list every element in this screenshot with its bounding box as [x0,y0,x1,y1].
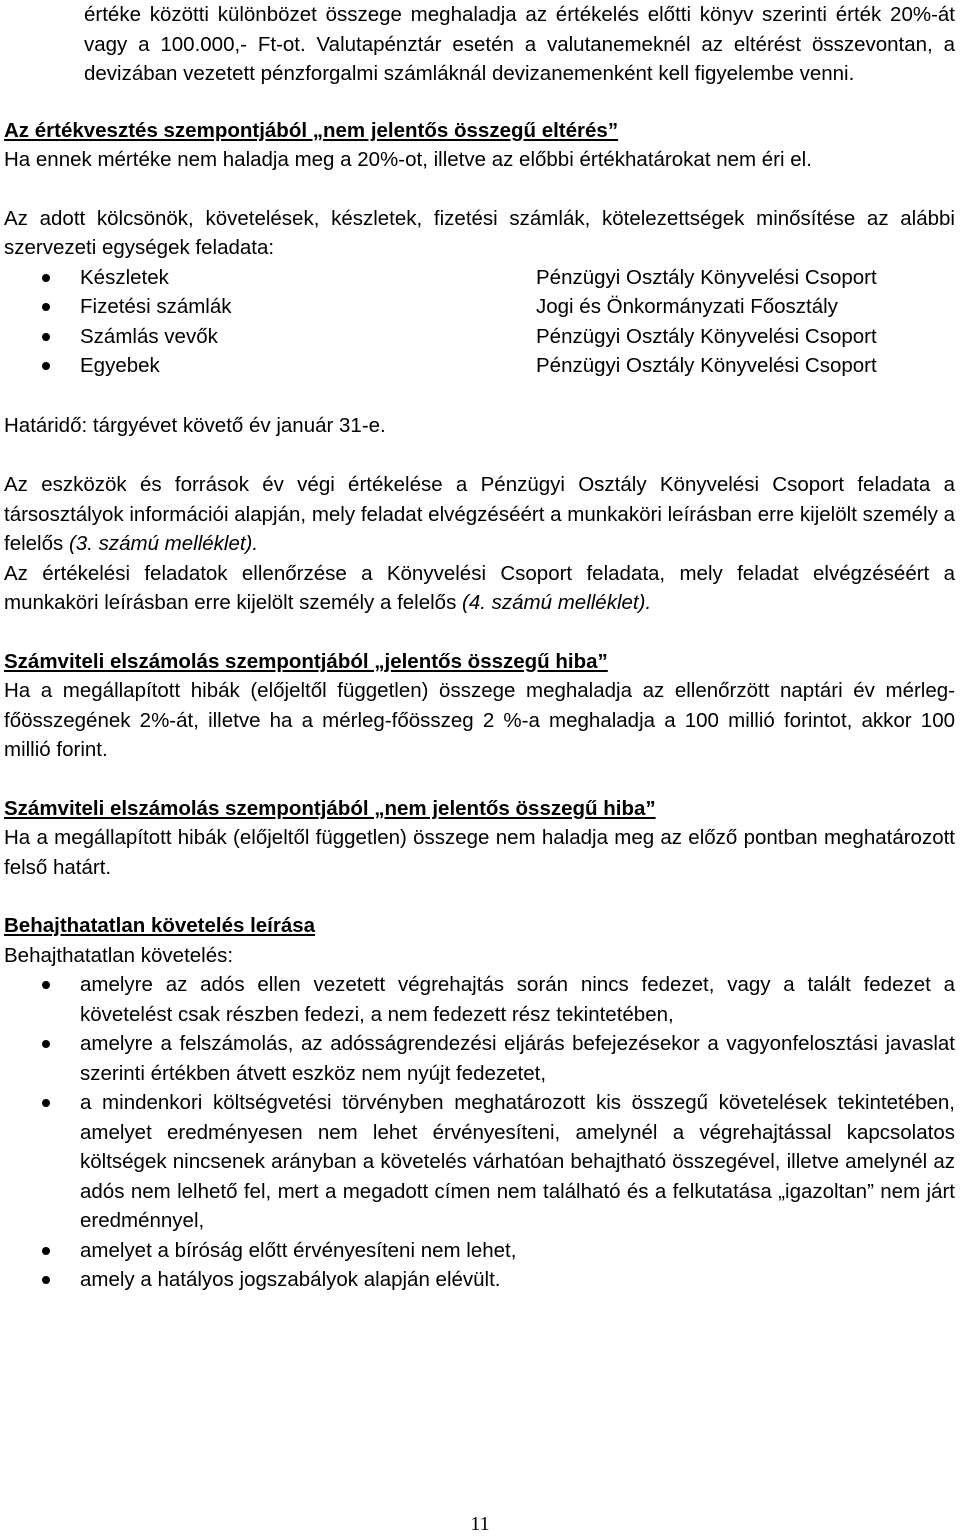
list-item [4,351,955,381]
unit-org-label: Pénzügyi Osztály Könyvelési Csoport [536,265,877,289]
unit-org-label: Jogi és Önkormányzati Főosztály [536,295,838,318]
document-page [4,0,955,1295]
heading-significant-error: Számviteli elszámolás szempontjából „jelentős összegű hiba” [4,649,608,673]
heading-writeoff: Behajthatatlan követelés leírása [4,914,316,937]
body-significant-error: Ha a megállapított hibák (előjeltől független) összege meghaladja az ellenőrzött naptári év mérleg-főösszegének 2%-át, illetve ha a mérleg-főösszeg 2 %-a meghaladja a 100 millió forintot, akkor 100 millió forint. [4,679,955,761]
valuation-check-paragraph [4,559,955,618]
qualification-intro: Az adott kölcsönök, követelések, készletek, fizetési számlák, kötelezettségek minősítése az alábbi szervezeti egységek feladata: [4,206,955,259]
unit-item-label: Fizetési számlák [80,295,232,318]
list-item [4,970,955,1029]
list-item [4,1265,955,1295]
writeoff-criteria-list [4,970,955,1295]
writeoff-intro: Behajthatatlan követelés: [4,943,234,967]
unit-org-label: Pénzügyi Osztály Könyvelési Csoport [536,324,877,348]
bullet-icon [42,333,50,341]
bullet-icon [42,1247,50,1255]
bullet-icon [42,274,50,282]
list-item [4,292,955,322]
body-nonsignificant-loss: Ha ennek mértéke nem haladja meg a 20%-ot, illetve az előbbi értékhatárokat nem éri el. [4,148,812,171]
year-end-text: Az eszközök és források év végi értékelése a Pénzügyi Osztály Könyvelési Csoport feladata a társosztályok információi alapján, mely feladat elvégzéséért a munkaköri leírásban erre kijelölt személy a felelős [4,473,955,555]
page-number: 11 [470,1513,490,1535]
heading-nonsignificant-loss: Az értékvesztés szempontjából „nem jelentős összegű eltérés” [4,118,619,142]
unit-item-label: Készletek [80,265,169,289]
unit-org-label: Pénzügyi Osztály Könyvelési Csoport [536,354,877,377]
heading-nonsignificant-error: Számviteli elszámolás szempontjából „nem jelentős összegű hiba” [4,796,656,820]
criterion-text: amely a hatályos jogszabályok alapján elévült. [80,1268,501,1291]
list-item [4,322,955,352]
bullet-icon [42,362,50,370]
unit-item-label: Egyebek [80,354,160,377]
bullet-icon [42,1040,50,1048]
bullet-icon [42,1276,50,1284]
criterion-text: amelyet a bíróság előtt érvényesíteni nem lehet, [80,1238,517,1262]
bullet-icon [42,981,50,989]
responsible-units-list [4,263,955,381]
criterion-text: amelyre az adós ellen vezetett végrehajtás során nincs fedezet, vagy a talált fedezet a követelést csak részben fedezi, a nem fedezett rész tekintetében, [80,973,955,1026]
list-item [4,1029,955,1088]
unit-item-label: Számlás vevők [80,324,218,348]
body-nonsignificant-error: Ha a megállapított hibák (előjeltől független) összege nem haladja meg az előző pontban meghatározott felső határt. [4,826,955,879]
list-item [4,1088,955,1236]
criterion-text: amelyre a felszámolás, az adósságrendezési eljárás befejezésekor a vagyonfelosztási javaslat szerinti értékben átvett eszköz nem nyújt fedezetet, [80,1032,955,1085]
bullet-icon [42,303,50,311]
annex-reference: (4. számú melléklet). [462,591,652,614]
valuation-check-text: Az értékelési feladatok ellenőrzése a Könyvelési Csoport feladata, mely feladat elvégzéséért a munkaköri leírásban erre kijelölt személy a felelős [4,561,955,614]
bullet-icon [42,1099,50,1107]
annex-reference: (3. számú melléklet). [68,532,259,555]
year-end-valuation-paragraph [4,470,955,559]
deadline-text: Határidő: tárgyévet követő év január 31-e. [4,413,386,437]
list-item [4,1236,955,1266]
intro-paragraph: értéke közötti különbözet összege meghaladja az értékelés előtti könyv szerinti érték 20%-át vagy a 100.000,- Ft-ot. Valutapénztár esetén a valutanemeknél az eltérést összevontan, a devizában vezetett pénzforgalmi számláknál devizanemenként kell figyelembe venni. [84,3,955,85]
criterion-text: a mindenkori költségvetési törvényben meghatározott kis összegű követelések tekintetében, amelyet eredményesen nem lehet érvényesíteni, amelynél a végrehajtással kapcsolatos költségek nincsenek arányban a követelés várhatóan behajtható összegével, illetve amelynél az adós nem lelhető fel, mert a megadott címen nem található és a felkutatása „igazoltan” nem járt eredménnyel, [80,1091,955,1232]
list-item [4,263,955,293]
